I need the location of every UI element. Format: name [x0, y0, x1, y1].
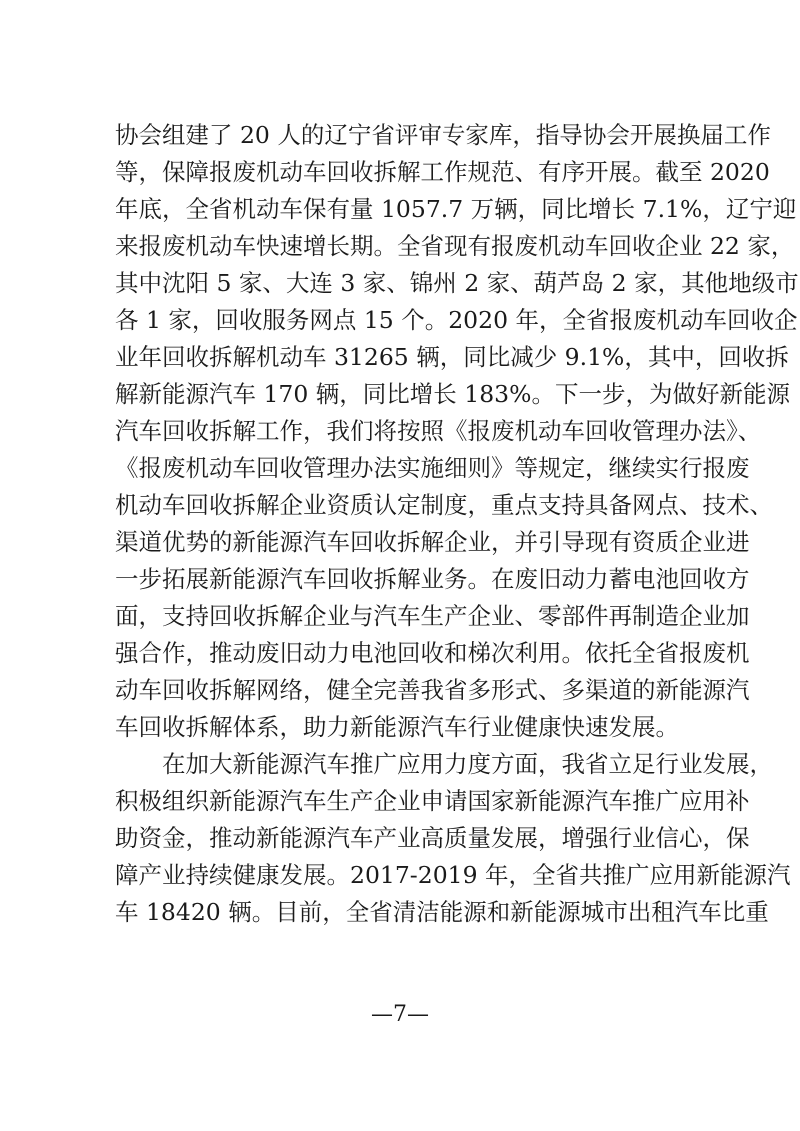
text-line: 动车回收拆解网络，健全完善我省多形式、多渠道的新能源汽 — [115, 676, 750, 704]
text-line: 障产业持续健康发展。2017-2019 年，全省共推广应用新能源汽 — [115, 861, 791, 889]
text-line: 来报废机动车快速增长期。全省现有报废机动车回收企业 22 家， — [115, 232, 795, 260]
text-line: 解新能源汽车 170 辆，同比增长 183%。下一步，为做好新能源 — [115, 380, 790, 408]
text-line: 助资金，推动新能源汽车产业高质量发展，增强行业信心，保 — [115, 824, 750, 852]
page-number: —7— — [371, 1002, 429, 1027]
text-line: 面，支持回收拆解企业与汽车生产企业、零部件再制造企业加 — [115, 602, 750, 630]
text-line: 渠道优势的新能源汽车回收拆解企业，并引导现有资质企业进 — [115, 528, 750, 556]
text-line: 等，保障报废机动车回收拆解工作规范、有序开展。截至 2020 — [115, 158, 770, 186]
text-line: 其中沈阳 5 家、大连 3 家、锦州 2 家、葫芦岛 2 家，其他地级市 — [115, 269, 799, 297]
text-line: 机动车回收拆解企业资质认定制度，重点支持具备网点、技术、 — [115, 491, 773, 519]
text-line: 业年回收拆解机动车 31265 辆，同比减少 9.1%，其中，回收拆 — [115, 343, 789, 371]
text-line: 车回收拆解体系，助力新能源汽车行业健康快速发展。 — [115, 713, 679, 741]
text-line: 协会组建了 20 人的辽宁省评审专家库，指导协会开展换届工作 — [115, 121, 771, 149]
text-line: 车 18420 辆。目前，全省清洁能源和新能源城市出租汽车比重 — [115, 898, 769, 926]
text-line: 汽车回收拆解工作，我们将按照《报废机动车回收管理办法》、 — [115, 417, 762, 445]
text-line: 各 1 家，回收服务网点 15 个。2020 年，全省报废机动车回收企 — [115, 306, 798, 334]
text-line: 《报废机动车回收管理办法实施细则》等规定，继续实行报废 — [115, 454, 750, 482]
text-line: 在加大新能源汽车推广应用力度方面，我省立足行业发展， — [162, 750, 773, 778]
text-line: 一步拓展新能源汽车回收拆解业务。在废旧动力蓄电池回收方 — [115, 565, 750, 593]
text-line: 年底，全省机动车保有量 1057.7 万辆，同比增长 7.1%，辽宁迎 — [115, 195, 797, 223]
text-line: 强合作，推动废旧动力电池回收和梯次利用。依托全省报废机 — [115, 639, 750, 667]
text-line: 积极组织新能源汽车生产企业申请国家新能源汽车推广应用补 — [115, 787, 750, 815]
